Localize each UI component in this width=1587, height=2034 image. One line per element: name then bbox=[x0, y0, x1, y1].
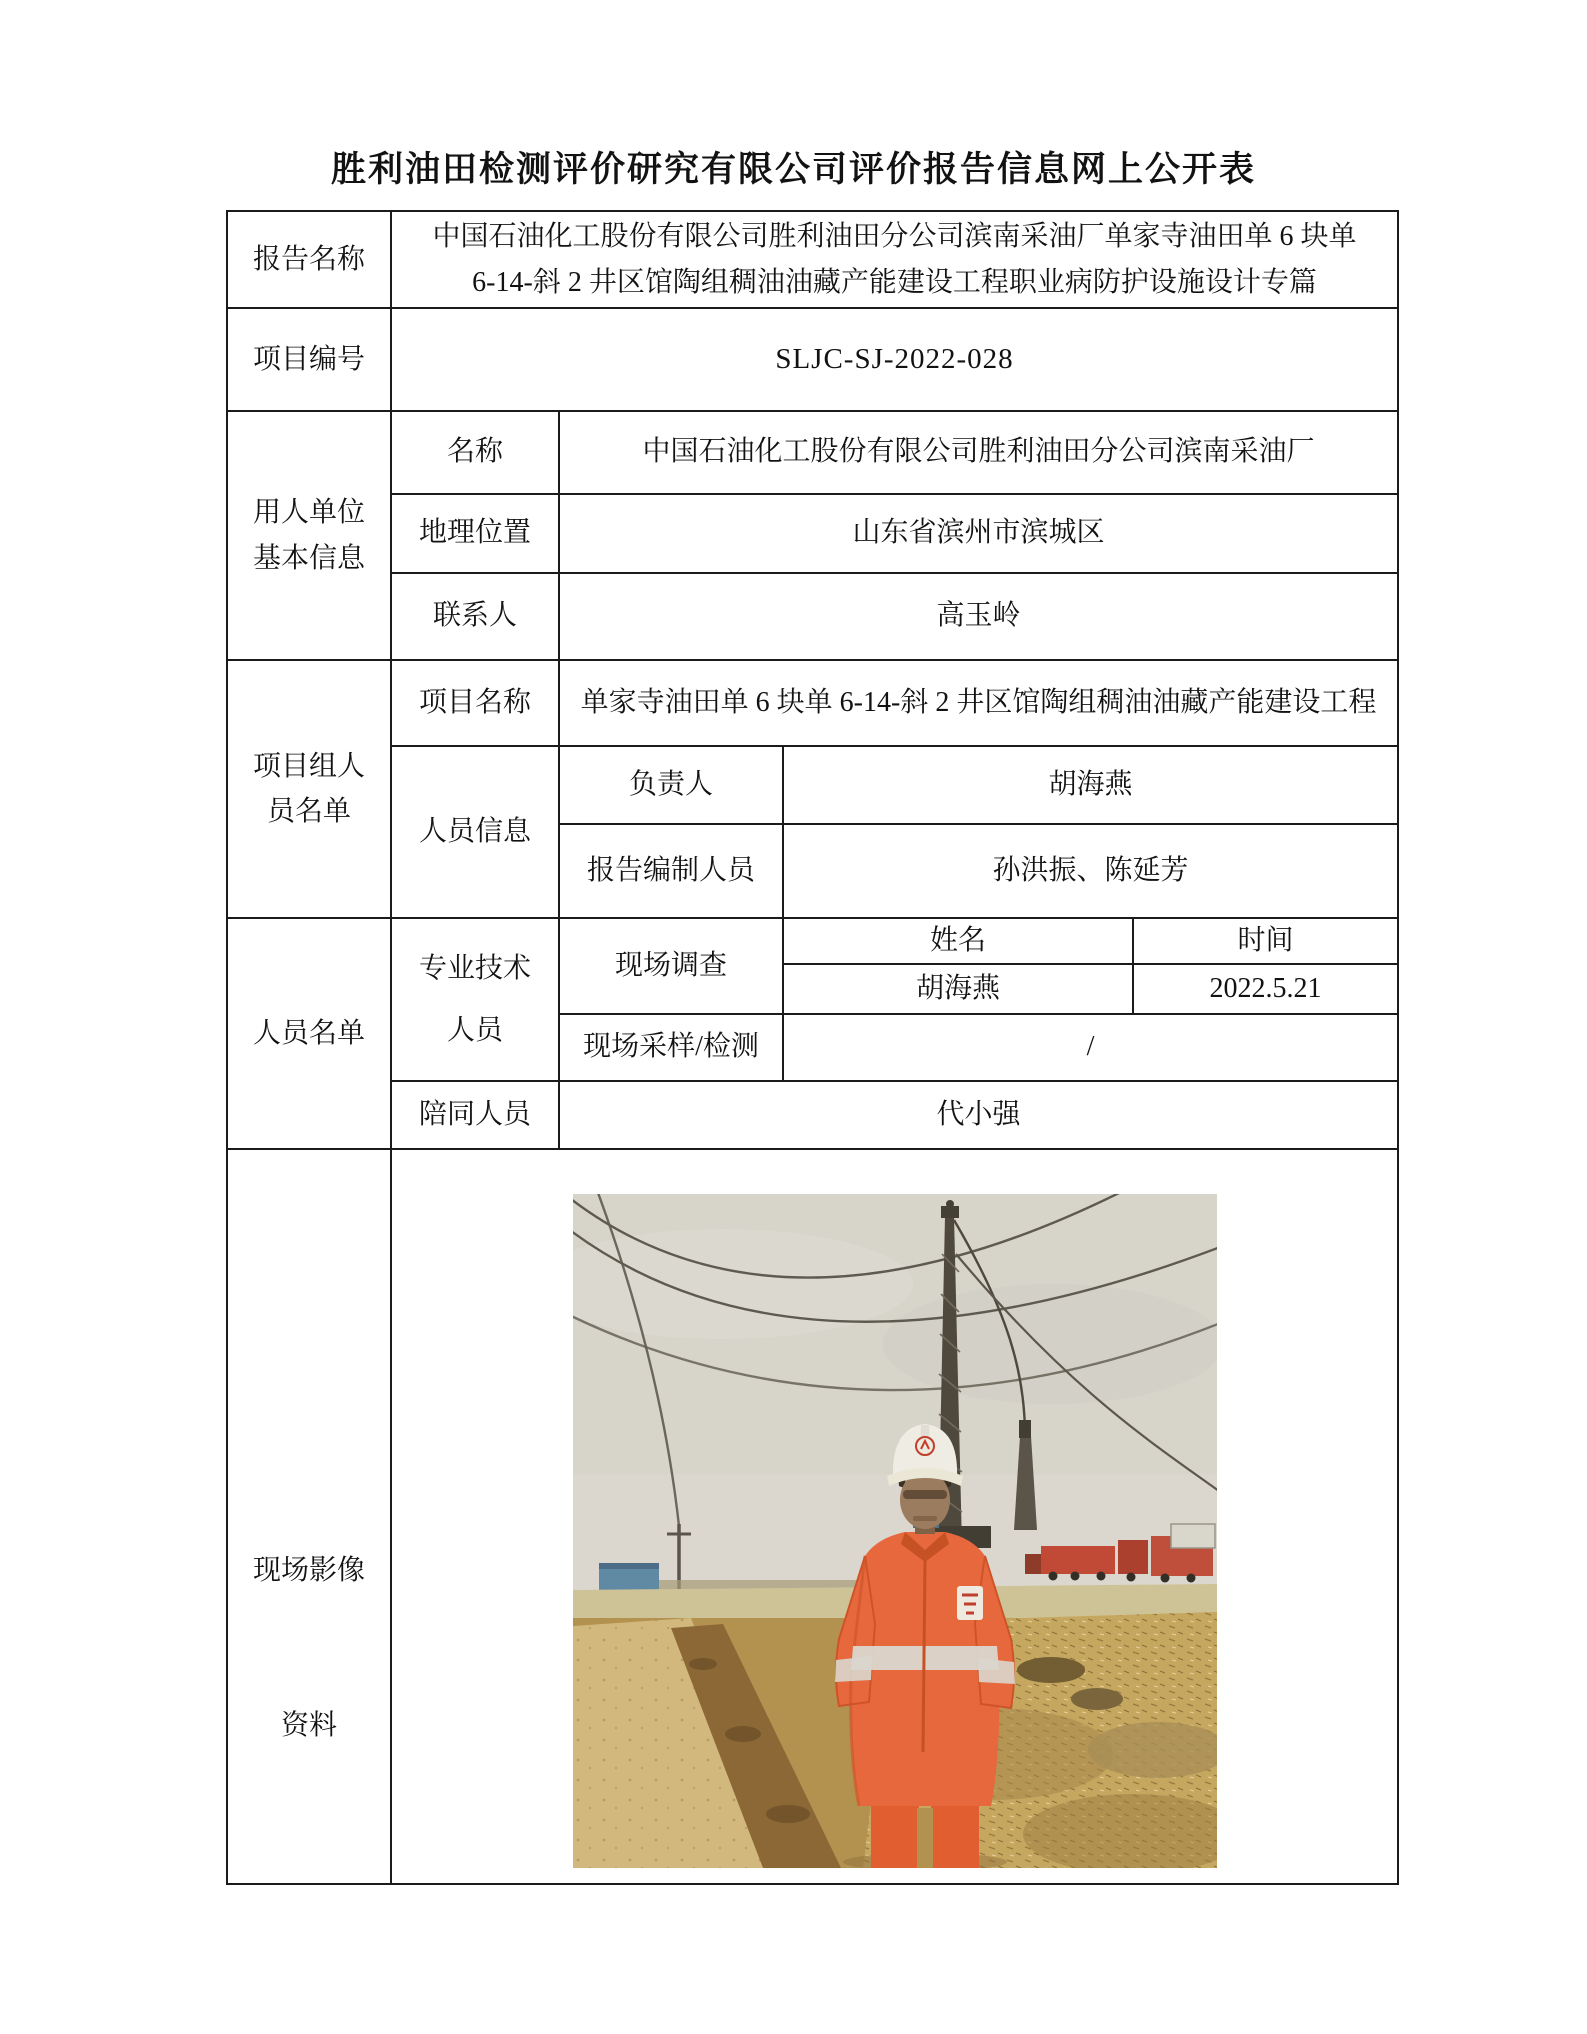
employer-name-value: 中国石油化工股份有限公司胜利油田分公司滨南采油厂 bbox=[559, 411, 1398, 494]
sampling-value: / bbox=[783, 1014, 1398, 1081]
accompany-label: 陪同人员 bbox=[391, 1081, 559, 1149]
site-media-label-line2: 资料 bbox=[280, 1710, 337, 1742]
report-name-line2: 6-14-斜 2 井区馆陶组稠油油藏产能建设工程职业病防护设施设计专篇 bbox=[472, 266, 1317, 298]
technical-staff-label: 专业技术人员 bbox=[391, 918, 559, 1081]
site-photo-cell bbox=[391, 1149, 1398, 1884]
employer-contact-value: 高玉岭 bbox=[559, 573, 1398, 660]
site-media-label-line1: 现场影像 bbox=[252, 1555, 365, 1586]
report-name-value bbox=[391, 211, 1398, 308]
report-name-line1: 中国石油化工股份有限公司胜利油田分公司滨南采油厂单家寺油田单 6 块单 bbox=[432, 220, 1357, 252]
project-team-section-label: 项目组人员名单 bbox=[227, 660, 391, 918]
compiler-label: 报告编制人员 bbox=[559, 824, 783, 918]
personnel-section-label: 人员名单 bbox=[227, 918, 391, 1149]
personnel-info-label: 人员信息 bbox=[391, 746, 559, 918]
employer-location-value: 山东省滨州市滨城区 bbox=[559, 494, 1398, 573]
time-header: 时间 bbox=[1133, 918, 1398, 964]
project-name-label: 项目名称 bbox=[391, 660, 559, 746]
sampling-label: 现场采样/检测 bbox=[559, 1014, 783, 1081]
leader-label: 负责人 bbox=[559, 746, 783, 824]
page-title: 胜利油田检测评价研究有限公司评价报告信息网上公开表 bbox=[330, 150, 1256, 189]
employer-location-label: 地理位置 bbox=[391, 494, 559, 573]
employer-section-label: 用人单位基本信息 bbox=[227, 411, 391, 660]
report-name-label: 报告名称 bbox=[227, 211, 391, 308]
project-name-value: 单家寺油田单 6 块单 6-14-斜 2 井区馆陶组稠油油藏产能建设工程 bbox=[559, 660, 1398, 746]
site-photo bbox=[573, 1194, 1217, 1868]
employer-contact-label: 联系人 bbox=[391, 573, 559, 660]
survey-name-value: 胡海燕 bbox=[783, 964, 1133, 1014]
site-survey-label: 现场调查 bbox=[559, 918, 783, 1014]
accompany-value: 代小强 bbox=[559, 1081, 1398, 1149]
project-number-value: SLJC-SJ-2022-028 bbox=[391, 308, 1398, 411]
compiler-value: 孙洪振、陈延芳 bbox=[783, 824, 1398, 918]
report-info-table bbox=[226, 210, 1399, 1885]
name-header: 姓名 bbox=[783, 918, 1133, 964]
project-number-label: 项目编号 bbox=[227, 308, 391, 411]
survey-time-value: 2022.5.21 bbox=[1133, 964, 1398, 1014]
site-media-section-label bbox=[227, 1149, 391, 1884]
employer-name-label: 名称 bbox=[391, 411, 559, 494]
leader-value: 胡海燕 bbox=[783, 746, 1398, 824]
